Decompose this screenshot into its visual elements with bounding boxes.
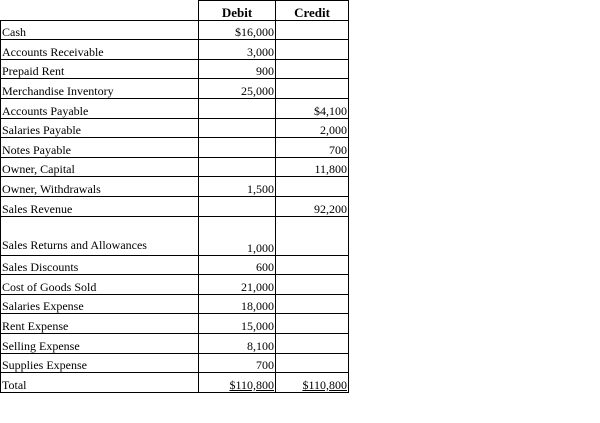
credit-amount bbox=[276, 353, 349, 373]
debit-amount bbox=[199, 196, 276, 216]
credit-amount bbox=[276, 59, 349, 79]
table-row bbox=[1, 294, 349, 314]
credit-amount bbox=[276, 20, 349, 40]
account-name: Salaries Payable bbox=[1, 118, 199, 138]
debit-amount: 600 bbox=[199, 255, 276, 275]
account-name: Sales Revenue bbox=[1, 196, 199, 216]
table-row bbox=[1, 177, 349, 197]
table-row bbox=[1, 118, 349, 138]
debit-amount bbox=[199, 98, 276, 118]
credit-amount: 92,200 bbox=[276, 196, 349, 216]
debit-amount bbox=[199, 138, 276, 158]
account-header bbox=[1, 1, 199, 21]
credit-amount: 2,000 bbox=[276, 118, 349, 138]
table-row bbox=[1, 98, 349, 118]
total-credit: $110,800 bbox=[302, 377, 347, 392]
account-name: Owner, Capital bbox=[1, 157, 199, 177]
account-name: Notes Payable bbox=[1, 138, 199, 158]
total-debit: $110,800 bbox=[229, 377, 274, 392]
account-name: Sales Discounts bbox=[1, 255, 199, 275]
account-name: Rent Expense bbox=[1, 314, 199, 334]
debit-amount bbox=[199, 157, 276, 177]
table-row bbox=[1, 20, 349, 40]
account-name: Cash bbox=[1, 20, 199, 40]
debit-amount: 1,500 bbox=[199, 177, 276, 197]
account-name: Accounts Payable bbox=[1, 98, 199, 118]
credit-amount: 11,800 bbox=[276, 157, 349, 177]
table-row bbox=[1, 157, 349, 177]
debit-amount: 18,000 bbox=[199, 294, 276, 314]
table-row bbox=[1, 255, 349, 275]
debit-amount bbox=[199, 118, 276, 138]
credit-amount bbox=[276, 79, 349, 99]
debit-amount: 15,000 bbox=[199, 314, 276, 334]
table-row bbox=[1, 353, 349, 373]
debit-amount: 8,100 bbox=[199, 333, 276, 353]
account-name: Supplies Expense bbox=[1, 353, 199, 373]
table-row bbox=[1, 40, 349, 60]
debit-amount: 25,000 bbox=[199, 79, 276, 99]
account-name: Salaries Expense bbox=[1, 294, 199, 314]
table-row bbox=[1, 196, 349, 216]
credit-amount: $4,100 bbox=[276, 98, 349, 118]
account-name: Sales Returns and Allowances bbox=[1, 216, 199, 255]
debit-amount: 1,000 bbox=[199, 216, 276, 255]
total-debit-cell bbox=[199, 373, 276, 393]
debit-amount: $16,000 bbox=[199, 20, 276, 40]
credit-amount bbox=[276, 255, 349, 275]
table-row bbox=[1, 333, 349, 353]
total-label: Total bbox=[1, 373, 199, 393]
credit-amount bbox=[276, 294, 349, 314]
table-row bbox=[1, 138, 349, 158]
debit-header: Debit bbox=[199, 1, 276, 21]
account-name: Cost of Goods Sold bbox=[1, 275, 199, 295]
table-row bbox=[1, 79, 349, 99]
debit-amount: 3,000 bbox=[199, 40, 276, 60]
total-credit-cell bbox=[276, 373, 349, 393]
debit-amount: 21,000 bbox=[199, 275, 276, 295]
table-row bbox=[1, 275, 349, 295]
account-name: Prepaid Rent bbox=[1, 59, 199, 79]
credit-amount bbox=[276, 314, 349, 334]
account-name: Accounts Receivable bbox=[1, 40, 199, 60]
credit-amount bbox=[276, 275, 349, 295]
table-row bbox=[1, 314, 349, 334]
account-name: Merchandise Inventory bbox=[1, 79, 199, 99]
header-row bbox=[1, 1, 349, 21]
credit-header: Credit bbox=[276, 1, 349, 21]
table-row bbox=[1, 59, 349, 79]
credit-amount bbox=[276, 333, 349, 353]
table-row bbox=[1, 216, 349, 255]
credit-amount bbox=[276, 216, 349, 255]
credit-amount: 700 bbox=[276, 138, 349, 158]
debit-amount: 900 bbox=[199, 59, 276, 79]
credit-amount bbox=[276, 177, 349, 197]
total-row bbox=[1, 373, 349, 393]
account-name: Owner, Withdrawals bbox=[1, 177, 199, 197]
account-name: Selling Expense bbox=[1, 333, 199, 353]
debit-amount: 700 bbox=[199, 353, 276, 373]
credit-amount bbox=[276, 40, 349, 60]
